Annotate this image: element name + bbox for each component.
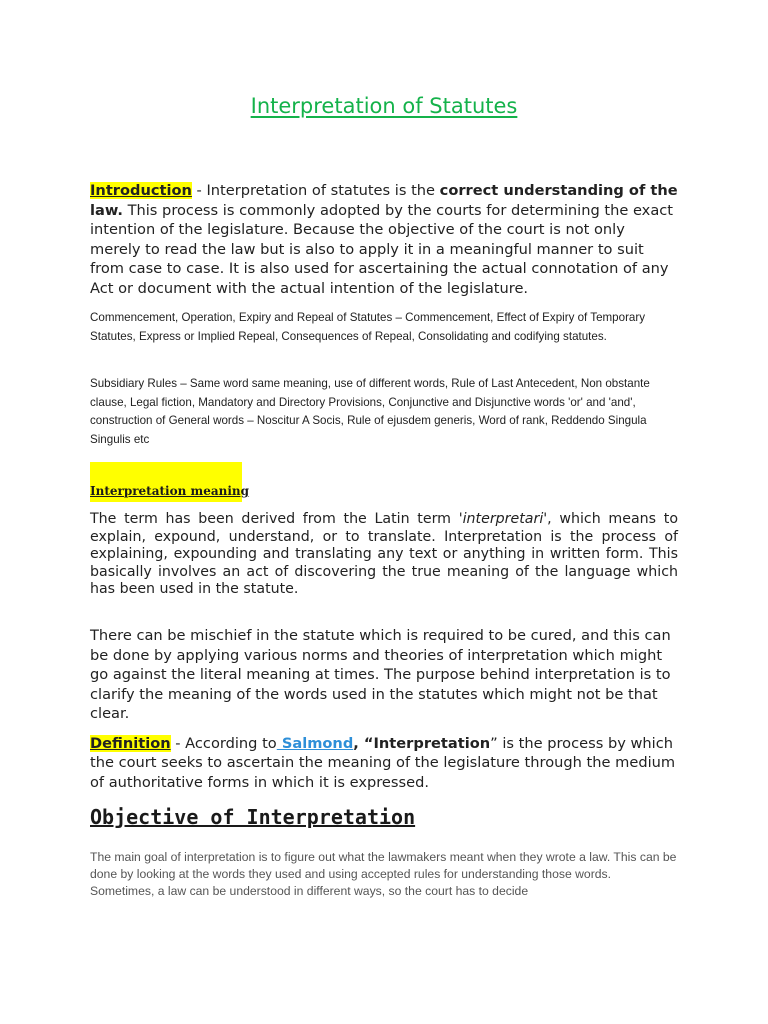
introduction-paragraph [90,181,678,299]
intro-bold-text: correct understanding of the law. [90,182,678,219]
term-latin-word: 'interpretari' [458,511,548,527]
definition-text-rest: ” is the process by which the court seeks to ascertain the meaning of the legislature through the medium of authoritative forms in which it is expressed. [90,735,676,791]
page-title: Interpretation of Statutes [250,94,518,118]
goal-paragraph: The main goal of interpretation is to figure out what the lawmakers meant when they wrote a law. This can be done by looking at the words they used and using accepted rules for understanding those words. Sometimes, a law can be understood in different ways, so the court has to decide [90,850,677,898]
intro-text-rest: This process is commonly adopted by the courts for determining the exact intention of the legislature. Because the objective of the court is not only merely to read the law but is also to apply it in a meaningful manner to suit from case to case. It is also used for ascertaining the actual connotation of any Act or document with the actual intention of the legislature. [90,201,674,297]
term-text-rest: , which means to explain, expound, understand, or to translate. Interpretation is the process of explaining, expounding and translating any text or anything in written form. This basically involves an act of discovering the true meaning of the language which has been used in the statute. [90,511,678,598]
mischief-paragraph: There can be mischief in the statute which is required to be cured, and this can be done by applying various norms and theories of interpretation which might go against the literal meaning at times. The purpose behind interpretation is to clarify the meaning of the words used in the statutes which might not be that clear. [90,627,671,723]
definition-label: Definition [90,735,171,752]
introduction-label: Introduction [90,182,192,199]
term-text-start: The term has been derived from the Latin term [90,511,459,527]
objective-heading: Objective of Interpretation [90,805,416,829]
term-paragraph [90,511,678,599]
subsidiary-rules-paragraph: Subsidiary Rules – Same word same meaning, use of different words, Rule of Last Antecedent, Non obstante clause, Legal fiction, Mandatory and Directory Provisions, Conjunctive and Disjunctive words 'or' and 'and', construction of General words – Noscitur A Socis, Rule of ejusdem generis, Word of rank, Reddendo Singula Singulis etc [90,377,650,447]
definition-quote-open: , “ [353,735,374,752]
intro-separator: - [191,182,207,199]
definition-paragraph [90,734,678,792]
definition-bold-term: Interpretation [373,735,491,752]
salmond-link[interactable]: Salmond [276,735,354,752]
commencement-paragraph: Commencement, Operation, Expiry and Repeal of Statutes – Commencement, Effect of Expiry of Temporary Statutes, Express or Implied Repeal, Consequences of Repeal, Consolidating and codifying statutes. [90,311,646,343]
interpretation-meaning-heading: Interpretation meaning [90,484,250,498]
intro-text-start: Interpretation of statutes is the [206,182,440,199]
definition-text-start: - According to [170,735,277,752]
